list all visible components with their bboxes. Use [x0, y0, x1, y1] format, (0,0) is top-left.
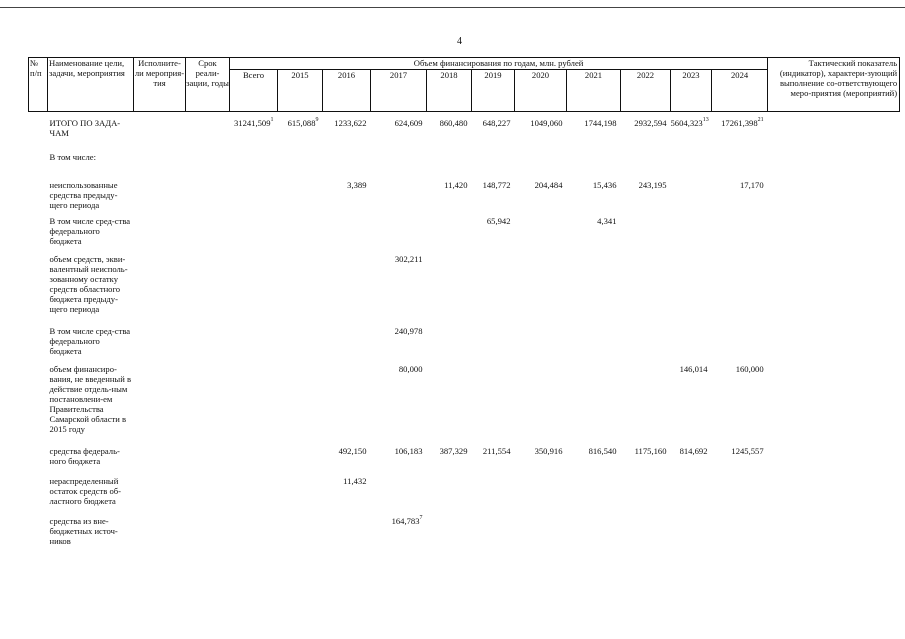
value-cell: [472, 446, 515, 476]
value-cell: [712, 216, 768, 254]
row-executor-cell: [134, 216, 186, 254]
value-cell: [278, 364, 323, 446]
row-executor-cell: [134, 446, 186, 476]
value-cell: [371, 476, 427, 516]
row-name: В том числе:: [49, 152, 96, 162]
page-number: 4: [457, 36, 462, 47]
row-term-cell: [186, 254, 230, 326]
row-executor-cell: [134, 118, 186, 152]
value-cell: [427, 364, 472, 446]
value-cell: [515, 476, 567, 516]
value-cell: [567, 446, 621, 476]
value-cell: [567, 516, 621, 546]
header-year: 2020: [515, 70, 567, 112]
row-name: объем средств, экви-валентный неисполь-зованному остатку средств областного бюджета предыду-щего периода: [49, 254, 128, 314]
value-cell: [323, 254, 371, 326]
value-cell: [323, 326, 371, 364]
row-indicator-cell: [768, 516, 900, 546]
value-text: 387,329: [439, 446, 468, 456]
value-text: 492,150: [338, 446, 367, 456]
value-cell: [472, 118, 515, 152]
value-cell: [472, 516, 515, 546]
value-cell: [278, 180, 323, 216]
row-number-cell: [29, 364, 48, 446]
value-cell: [230, 152, 278, 180]
header-year: 2015: [278, 70, 323, 112]
value-text: 31241,509: [233, 118, 271, 128]
value-cell: [621, 180, 671, 216]
row-number-cell: [29, 118, 48, 152]
value-cell: [712, 254, 768, 326]
value-text: 814,692: [679, 446, 708, 456]
header-year: 2022: [621, 70, 671, 112]
header-year: 2019: [472, 70, 515, 112]
table-row: [29, 476, 900, 516]
value-cell: [515, 326, 567, 364]
value-text: 4,341: [597, 216, 617, 226]
row-term-cell: [186, 476, 230, 516]
value-text: 80,000: [398, 364, 423, 374]
value-cell: [427, 118, 472, 152]
value-cell: [621, 326, 671, 364]
header-year: 2016: [323, 70, 371, 112]
row-name: объем финансиро-вания, не введенный в действие отдель-ным постановлени-ем Правительства Самарской области в 2015 году: [49, 364, 131, 434]
row-term-cell: [186, 364, 230, 446]
value-cell: [515, 180, 567, 216]
value-cell: [323, 152, 371, 180]
value-cell: [230, 216, 278, 254]
value-cell: [515, 152, 567, 180]
value-cell: [427, 446, 472, 476]
value-cell: [712, 326, 768, 364]
row-term-cell: [186, 180, 230, 216]
value-cell: [323, 364, 371, 446]
value-text: 5604,323: [670, 118, 703, 128]
value-cell: [712, 152, 768, 180]
value-cell: [515, 446, 567, 476]
value-cell: [712, 180, 768, 216]
value-cell: [230, 364, 278, 446]
row-term-cell: [186, 326, 230, 364]
value-cell: [371, 152, 427, 180]
value-cell: [621, 216, 671, 254]
value-cell: [323, 118, 371, 152]
value-text: 1049,060: [530, 118, 563, 128]
table-row: [29, 364, 900, 446]
value-cell: [472, 364, 515, 446]
value-cell: [371, 254, 427, 326]
table-row: [29, 254, 900, 326]
table-row: [29, 446, 900, 476]
value-cell: [371, 216, 427, 254]
row-indicator-cell: [768, 118, 900, 152]
value-cell: [371, 180, 427, 216]
value-cell: [621, 446, 671, 476]
value-text: 15,436: [592, 180, 617, 190]
row-number-cell: [29, 180, 48, 216]
row-name: неиспользованные средства предыду-щего периода: [49, 180, 118, 210]
header-year: 2021: [567, 70, 621, 112]
value-cell: [671, 476, 712, 516]
value-cell: [472, 326, 515, 364]
header-executor: Исполните-ли мероприя-тия: [134, 58, 186, 112]
value-cell: [671, 364, 712, 446]
header-number: № п/п: [29, 58, 48, 112]
row-number-cell: [29, 446, 48, 476]
row-term-cell: [186, 152, 230, 180]
value-cell: [278, 216, 323, 254]
footnote-mark: 1: [270, 117, 274, 124]
value-cell: [671, 254, 712, 326]
value-cell: [230, 476, 278, 516]
value-cell: [621, 516, 671, 546]
table-row: [29, 326, 900, 364]
value-cell: [621, 254, 671, 326]
value-cell: [371, 364, 427, 446]
value-cell: [712, 476, 768, 516]
row-number-cell: [29, 476, 48, 516]
value-cell: [427, 476, 472, 516]
value-text: 1233,622: [334, 118, 367, 128]
row-executor-cell: [134, 364, 186, 446]
value-text: 11,432: [343, 476, 367, 486]
value-text: 211,554: [482, 446, 511, 456]
value-text: 1245,557: [731, 446, 764, 456]
table-row: [29, 152, 900, 180]
value-cell: [323, 476, 371, 516]
value-text: 148,772: [482, 180, 511, 190]
row-indicator-cell: [768, 476, 900, 516]
row-name: средства из вне-бюджетных источ-ников: [49, 516, 118, 546]
value-cell: [230, 326, 278, 364]
value-cell: [567, 326, 621, 364]
value-cell: [371, 516, 427, 546]
value-cell: [712, 118, 768, 152]
value-cell: [323, 180, 371, 216]
value-cell: [515, 254, 567, 326]
value-cell: [427, 152, 472, 180]
table-row: [29, 216, 900, 254]
row-term-cell: [186, 446, 230, 476]
row-name: ИТОГО ПО ЗАДА-ЧАМ: [49, 118, 121, 138]
page-top-rule: [0, 7, 905, 8]
row-name: средства федераль-ного бюджета: [49, 446, 120, 466]
value-text: 146,014: [679, 364, 708, 374]
value-cell: [671, 152, 712, 180]
footnote-mark: 7: [419, 515, 423, 522]
value-text: 204,484: [534, 180, 563, 190]
row-executor-cell: [134, 254, 186, 326]
value-cell: [621, 476, 671, 516]
value-cell: [427, 216, 472, 254]
value-cell: [278, 254, 323, 326]
row-indicator-cell: [768, 326, 900, 364]
value-cell: [278, 446, 323, 476]
table-row: [29, 118, 900, 152]
value-cell: [323, 446, 371, 476]
value-cell: [515, 118, 567, 152]
value-cell: [427, 254, 472, 326]
value-text: 860,480: [439, 118, 468, 128]
value-cell: [567, 364, 621, 446]
row-number-cell: [29, 326, 48, 364]
value-text: 3,389: [347, 180, 367, 190]
value-text: 164,783: [391, 516, 420, 526]
row-executor-cell: [134, 476, 186, 516]
table-body: [29, 112, 900, 547]
table-row: [29, 516, 900, 546]
row-executor-cell: [134, 152, 186, 180]
value-text: 160,000: [735, 364, 764, 374]
value-cell: [567, 180, 621, 216]
row-number-cell: [29, 254, 48, 326]
value-text: 243,195: [638, 180, 667, 190]
value-cell: [278, 326, 323, 364]
value-cell: [278, 152, 323, 180]
value-cell: [567, 152, 621, 180]
value-cell: [371, 326, 427, 364]
value-cell: [515, 364, 567, 446]
header-year: 2017: [371, 70, 427, 112]
row-term-cell: [186, 216, 230, 254]
value-cell: [427, 326, 472, 364]
value-cell: [671, 516, 712, 546]
value-text: 17261,398: [721, 118, 758, 128]
row-executor-cell: [134, 180, 186, 216]
row-number-cell: [29, 516, 48, 546]
row-indicator-cell: [768, 254, 900, 326]
value-cell: [567, 254, 621, 326]
value-cell: [472, 152, 515, 180]
value-cell: [472, 216, 515, 254]
value-cell: [371, 446, 427, 476]
row-executor-cell: [134, 326, 186, 364]
value-cell: [621, 364, 671, 446]
row-number-cell: [29, 216, 48, 254]
value-text: 1744,198: [584, 118, 617, 128]
row-name: В том числе сред-ства федерального бюджета: [49, 216, 131, 246]
table-header: [29, 58, 900, 112]
header-year: 2024: [712, 70, 768, 112]
value-text: 648,227: [482, 118, 511, 128]
value-cell: [427, 180, 472, 216]
row-executor-cell: [134, 516, 186, 546]
value-cell: [230, 516, 278, 546]
row-name: нераспределенный остаток средств об-ластного бюджета: [49, 476, 122, 506]
funding-table: [28, 57, 900, 546]
header-indicator: Тактический показатель (индикатор), характери-зующий выполнение со-ответствующего меро-приятия (мероприятий): [768, 58, 900, 112]
value-cell: [472, 476, 515, 516]
value-cell: [278, 476, 323, 516]
value-cell: [671, 326, 712, 364]
value-cell: [567, 216, 621, 254]
value-cell: [671, 118, 712, 152]
header-year: 2018: [427, 70, 472, 112]
value-cell: [621, 118, 671, 152]
value-cell: [230, 446, 278, 476]
header-funding: Объем финансирования по годам, млн. рублей: [230, 58, 768, 70]
value-cell: [671, 180, 712, 216]
row-number-cell: [29, 152, 48, 180]
value-cell: [371, 118, 427, 152]
header-year: 2023: [671, 70, 712, 112]
footnote-mark: 9: [315, 117, 319, 124]
value-cell: [230, 118, 278, 152]
row-term-cell: [186, 516, 230, 546]
table-row: [29, 180, 900, 216]
value-cell: [278, 118, 323, 152]
value-cell: [712, 446, 768, 476]
value-cell: [230, 180, 278, 216]
value-cell: [472, 180, 515, 216]
value-text: 2932,594: [634, 118, 667, 128]
value-cell: [515, 516, 567, 546]
value-text: 816,540: [588, 446, 617, 456]
header-name: Наименование цели, задачи, мероприятия: [48, 58, 134, 112]
value-cell: [712, 364, 768, 446]
value-cell: [278, 516, 323, 546]
value-cell: [671, 216, 712, 254]
value-cell: [712, 516, 768, 546]
value-cell: [515, 216, 567, 254]
footnote-mark: 13: [702, 117, 709, 124]
value-cell: [323, 516, 371, 546]
value-cell: [230, 254, 278, 326]
value-text: 302,211: [394, 254, 423, 264]
value-text: 11,420: [444, 180, 468, 190]
row-indicator-cell: [768, 152, 900, 180]
value-text: 106,183: [394, 446, 423, 456]
value-text: 240,978: [394, 326, 423, 336]
value-text: 624,609: [394, 118, 423, 128]
value-text: 65,942: [486, 216, 511, 226]
value-text: 17,170: [740, 180, 764, 190]
value-cell: [567, 118, 621, 152]
value-cell: [567, 476, 621, 516]
header-term: Срок реали-зации, годы: [186, 58, 230, 112]
value-cell: [671, 446, 712, 476]
value-cell: [323, 216, 371, 254]
row-term-cell: [186, 118, 230, 152]
value-text: 1175,160: [634, 446, 667, 456]
value-cell: [621, 152, 671, 180]
value-cell: [472, 254, 515, 326]
footnote-mark: 21: [757, 117, 764, 124]
value-text: 350,916: [534, 446, 563, 456]
row-indicator-cell: [768, 446, 900, 476]
row-indicator-cell: [768, 216, 900, 254]
value-cell: [427, 516, 472, 546]
header-year: Всего: [230, 70, 278, 112]
row-indicator-cell: [768, 180, 900, 216]
row-indicator-cell: [768, 364, 900, 446]
row-name: В том числе сред-ства федерального бюджета: [49, 326, 131, 356]
value-text: 615,088: [287, 118, 316, 128]
